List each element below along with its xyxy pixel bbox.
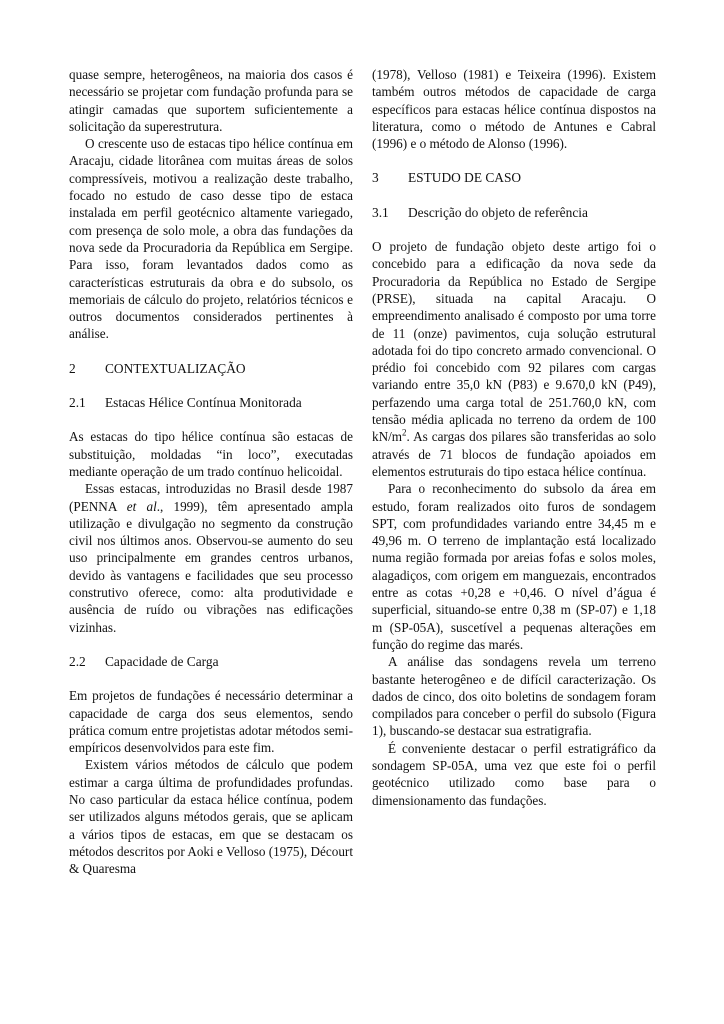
paragraph: A análise das sondagens revela um terreno bastante heterogêneo e de difícil caracterização. Os dados de cinco, dos oito boletins de sondagem foram compilados para conceber o perfil do subsolo (Figura 1), buscando-se destacar sua estratigrafia. [372,654,656,739]
section-title: CONTEXTUALIZAÇÃO [105,360,246,376]
paragraph: O crescente uso de estacas tipo hélice contínua em Aracaju, cidade litorânea com muitas áreas de solos compressíveis, motivou a realização deste trabalho, focado no estudo de caso desse tipo de estaca instalada em perfil geotécnico altamente variegado, com presença de solo mole, a obra das fundações da nova sede da Procuradoria da República em Sergipe. Para isso, foram levantados dados como as características estruturais da obra e do subsolo, os memoriais de cálculo do projeto, relatórios técnicos e outros documentos considerados pertinentes à análise. [69,136,353,342]
paragraph: Para o reconhecimento do subsolo da área em estudo, foram realizados oito furos de sondagem SPT, com profundidades variando entre 34,45 m e 49,96 m. O terreno de implantação está localizado numa região formada por areias fofas e solos moles, alagadiços, com origem em manguezais, encontrados entre as cotas +0,28 e +0,46. O nível d’água é superficial, situando-se entre 0,38 m (SP-07) e 1,18 m (SP-05A), suscetível a pequenas alterações em função do regime das marés. [372,481,656,652]
subsection-number: 2.1 [69,395,86,411]
paragraph: Em projetos de fundações é necessário determinar a capacidade de carga dos seus elementos, sendo prática comum entre projetistas adotar métodos semi-empíricos desenvolvidos para este fim. [69,688,353,756]
subsection-number: 2.2 [69,653,86,669]
section-heading [69,360,353,377]
section-heading [372,169,656,186]
paragraph: Existem vários métodos de cálculo que podem estimar a carga última de profundidades profundas. No caso particular da estaca hélice contínua, podem ser utilizados alguns métodos gerais, que se aplicam a vários tipos de estacas, em que se destacam os métodos descritos por Aoki e Velloso (1975), Décourt & Quaresma [69,757,353,877]
paragraph: As estacas do tipo hélice contínua são estacas de substituição, moldadas “in loco”, executadas mediante operação de um trado contínuo helicoidal. [69,429,353,479]
subsection-heading [69,653,353,670]
paragraph: quase sempre, heterogêneos, na maioria dos casos é necessário se projetar com fundação profunda para se atingir camadas que suportem suficientemente a solicitação da superestrutura. [69,67,353,134]
section-number: 2 [69,360,76,376]
right-column [372,66,656,809]
subsection-title: Estacas Hélice Contínua Monitorada [105,395,302,411]
left-column [69,66,353,877]
paragraph: Essas estacas, introduzidas no Brasil desde 1987 (PENNA et al., 1999), têm apresentado ampla utilização e divulgação no segmento da construção civil nos últimos anos. Observou-se aumento do seu uso principalmente em grandes centros urbanos, devido às vantagens e facilidades que seu processo construtivo oferece, como: alta produtividade e ausência de ruído ou vibrações nas edificações vizinhas. [69,481,353,635]
subsection-title: Descrição do objeto de referência [408,204,588,220]
paragraph: É conveniente destacar o perfil estratigráfico da sondagem SP-05A, uma vez que este foi o perfil geotécnico utilizado como base para o dimensionamento das fundações. [372,740,656,808]
paragraph: O projeto de fundação objeto deste artigo foi o concebido para a edificação da nova sede da Procuradoria da República no Estado de Sergipe (PRSE), situada na capital Aracaju. O empreendimento analisado é composto por uma torre de 11 (onze) pavimentos, cuja solução estrutural adotada foi do tipo concreto armado convencional. O prédio foi concebido com 92 pilares com cargas variando entre 35,0 kN (P83) e 9.670,0 kN (P49), perfazendo uma carga total de 251.760,0 kN, com tensão média aplicada no terreno da ordem de 100 $kN/m^2$. As cargas dos pilares são transferidas ao solo através de 71 blocos de fundação apoiados em elementos estruturais do tipo estaca hélice contínua. [372,239,656,479]
subsection-heading [69,394,353,411]
subsection-heading [372,204,656,221]
subsection-number: 3.1 [372,204,389,220]
section-number: 3 [372,170,379,186]
paragraph: (1978), Velloso (1981) e Teixeira (1996). Existem também outros métodos de capacidade de carga específicos para estacas hélice contínua dispostos na literatura, como o método de Antunes e Cabral (1996) e o método de Alonso (1996). [372,67,656,152]
superscript: 2 [402,427,407,438]
subsection-title: Capacidade de Carga [105,653,219,669]
section-title: ESTUDO DE CASO [408,170,522,186]
et-al-italic: et al [126,498,157,514]
